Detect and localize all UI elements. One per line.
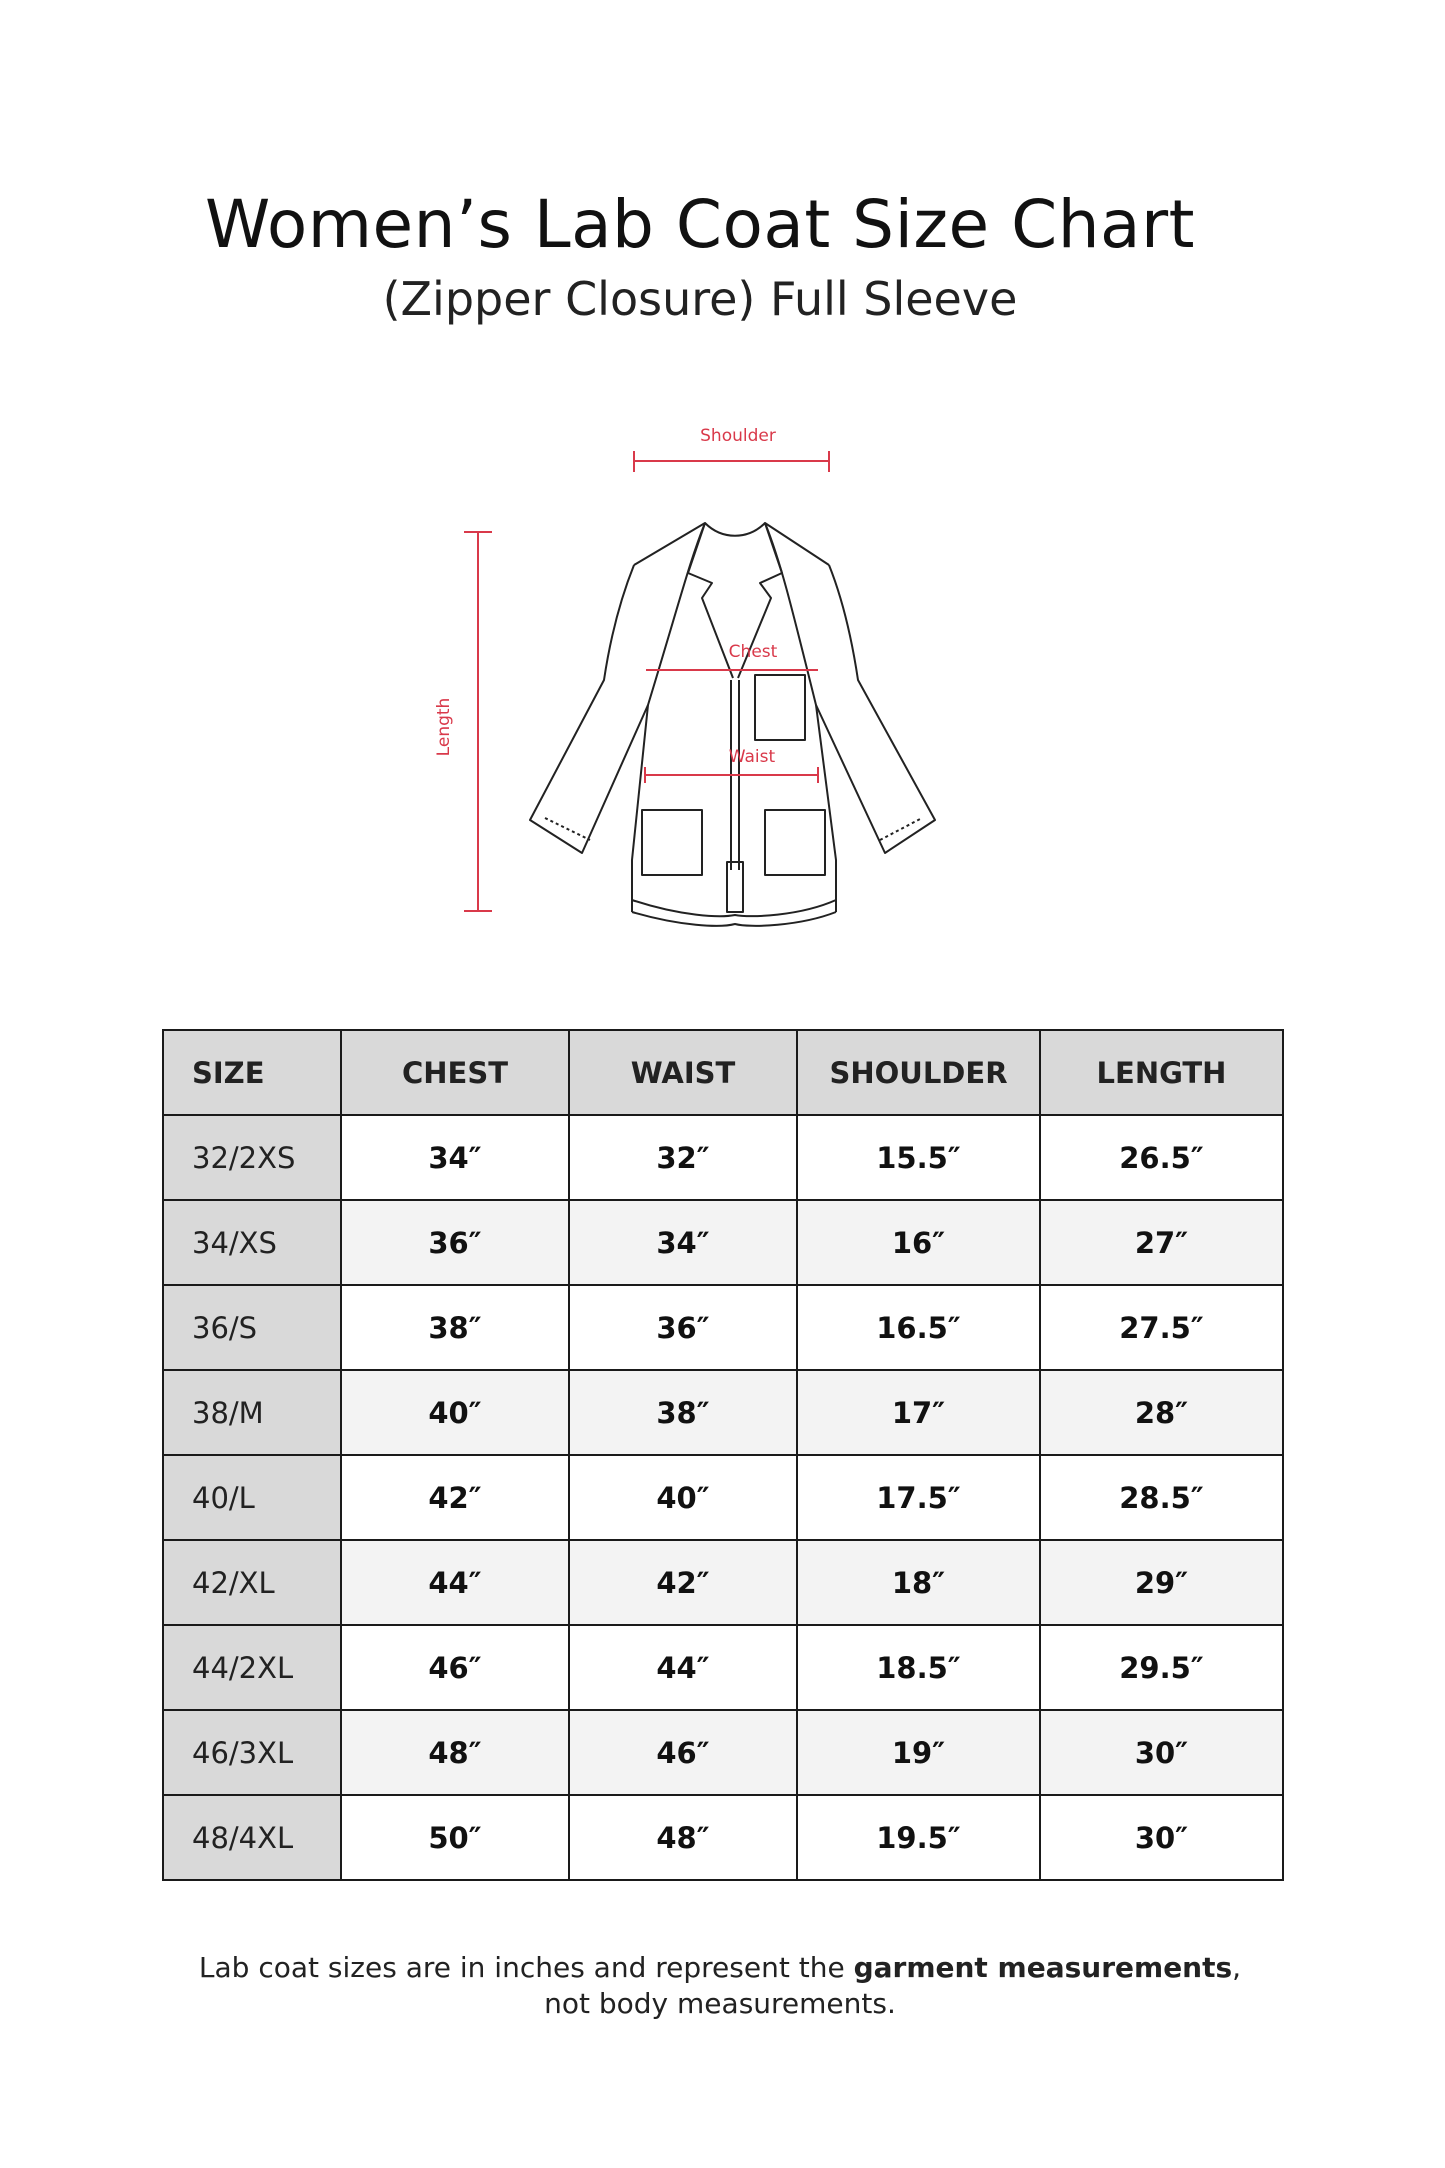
header-size: SIZE	[163, 1030, 341, 1115]
shoulder-cell: 15.5″	[797, 1115, 1040, 1200]
length-cell: 30″	[1040, 1710, 1283, 1795]
shoulder-cell: 16″	[797, 1200, 1040, 1285]
shoulder-cell: 19.5″	[797, 1795, 1040, 1880]
size-cell: 46/3XL	[163, 1710, 341, 1795]
header-shoulder: SHOULDER	[797, 1030, 1040, 1115]
lab-coat-diagram	[0, 0, 1445, 960]
header-chest: CHEST	[341, 1030, 569, 1115]
chest-cell: 44″	[341, 1540, 569, 1625]
waist-cell: 44″	[569, 1625, 797, 1710]
page-subtitle: (Zipper Closure) Full Sleeve	[382, 272, 1018, 326]
chest-cell: 46″	[341, 1625, 569, 1710]
size-cell: 40/L	[163, 1455, 341, 1540]
length-label: Length	[434, 697, 454, 757]
table-row	[163, 1540, 1283, 1625]
header-length: LENGTH	[1040, 1030, 1283, 1115]
size-cell: 36/S	[163, 1285, 341, 1370]
waist-cell: 48″	[569, 1795, 797, 1880]
size-chart-table	[162, 1029, 1284, 1881]
chest-cell: 42″	[341, 1455, 569, 1540]
footnote-text: Lab coat sizes are in inches and represent the	[198, 1951, 854, 1984]
chest-measure	[646, 642, 818, 670]
table-row	[163, 1625, 1283, 1710]
shoulder-cell: 19″	[797, 1710, 1040, 1795]
chest-cell: 38″	[341, 1285, 569, 1370]
waist-cell: 46″	[569, 1710, 797, 1795]
table-row	[163, 1710, 1283, 1795]
size-cell: 38/M	[163, 1370, 341, 1455]
chest-cell: 34″	[341, 1115, 569, 1200]
length-cell: 28″	[1040, 1370, 1283, 1455]
length-cell: 29″	[1040, 1540, 1283, 1625]
length-cell: 28.5″	[1040, 1455, 1283, 1540]
waist-cell: 32″	[569, 1115, 797, 1200]
shoulder-measure	[634, 426, 829, 472]
shoulder-cell: 18″	[797, 1540, 1040, 1625]
shoulder-label: Shoulder	[700, 426, 776, 446]
length-cell: 26.5″	[1040, 1115, 1283, 1200]
waist-cell: 36″	[569, 1285, 797, 1370]
size-cell: 42/XL	[163, 1540, 341, 1625]
size-cell: 34/XS	[163, 1200, 341, 1285]
length-cell: 27″	[1040, 1200, 1283, 1285]
chest-label: Chest	[728, 642, 778, 662]
shoulder-cell: 17.5″	[797, 1455, 1040, 1540]
length-cell: 29.5″	[1040, 1625, 1283, 1710]
waist-label: Waist	[728, 747, 776, 767]
footnote-bold: garment measurements	[853, 1951, 1233, 1984]
footnote	[0, 1950, 1440, 2022]
length-measure	[434, 532, 492, 911]
table-row	[163, 1795, 1283, 1880]
page-title: Women’s Lab Coat Size Chart	[204, 186, 1196, 263]
table-row	[163, 1200, 1283, 1285]
chest-cell: 40″	[341, 1370, 569, 1455]
chest-cell: 48″	[341, 1710, 569, 1795]
chest-cell: 36″	[341, 1200, 569, 1285]
chest-cell: 50″	[341, 1795, 569, 1880]
waist-cell: 38″	[569, 1370, 797, 1455]
size-cell: 32/2XS	[163, 1115, 341, 1200]
table-row	[163, 1370, 1283, 1455]
table-row	[163, 1455, 1283, 1540]
footnote-comma: ,	[1232, 1951, 1242, 1984]
waist-cell: 40″	[569, 1455, 797, 1540]
shoulder-cell: 17″	[797, 1370, 1040, 1455]
table-row	[163, 1285, 1283, 1370]
shoulder-cell: 18.5″	[797, 1625, 1040, 1710]
table-row	[163, 1115, 1283, 1200]
lab-coat-outline	[530, 523, 935, 926]
shoulder-cell: 16.5″	[797, 1285, 1040, 1370]
length-cell: 27.5″	[1040, 1285, 1283, 1370]
size-cell: 48/4XL	[163, 1795, 341, 1880]
waist-cell: 34″	[569, 1200, 797, 1285]
length-cell: 30″	[1040, 1795, 1283, 1880]
footnote-line2: not body measurements.	[544, 1987, 896, 2020]
header-waist: WAIST	[569, 1030, 797, 1115]
size-cell: 44/2XL	[163, 1625, 341, 1710]
table-header-row	[163, 1030, 1283, 1115]
waist-cell: 42″	[569, 1540, 797, 1625]
